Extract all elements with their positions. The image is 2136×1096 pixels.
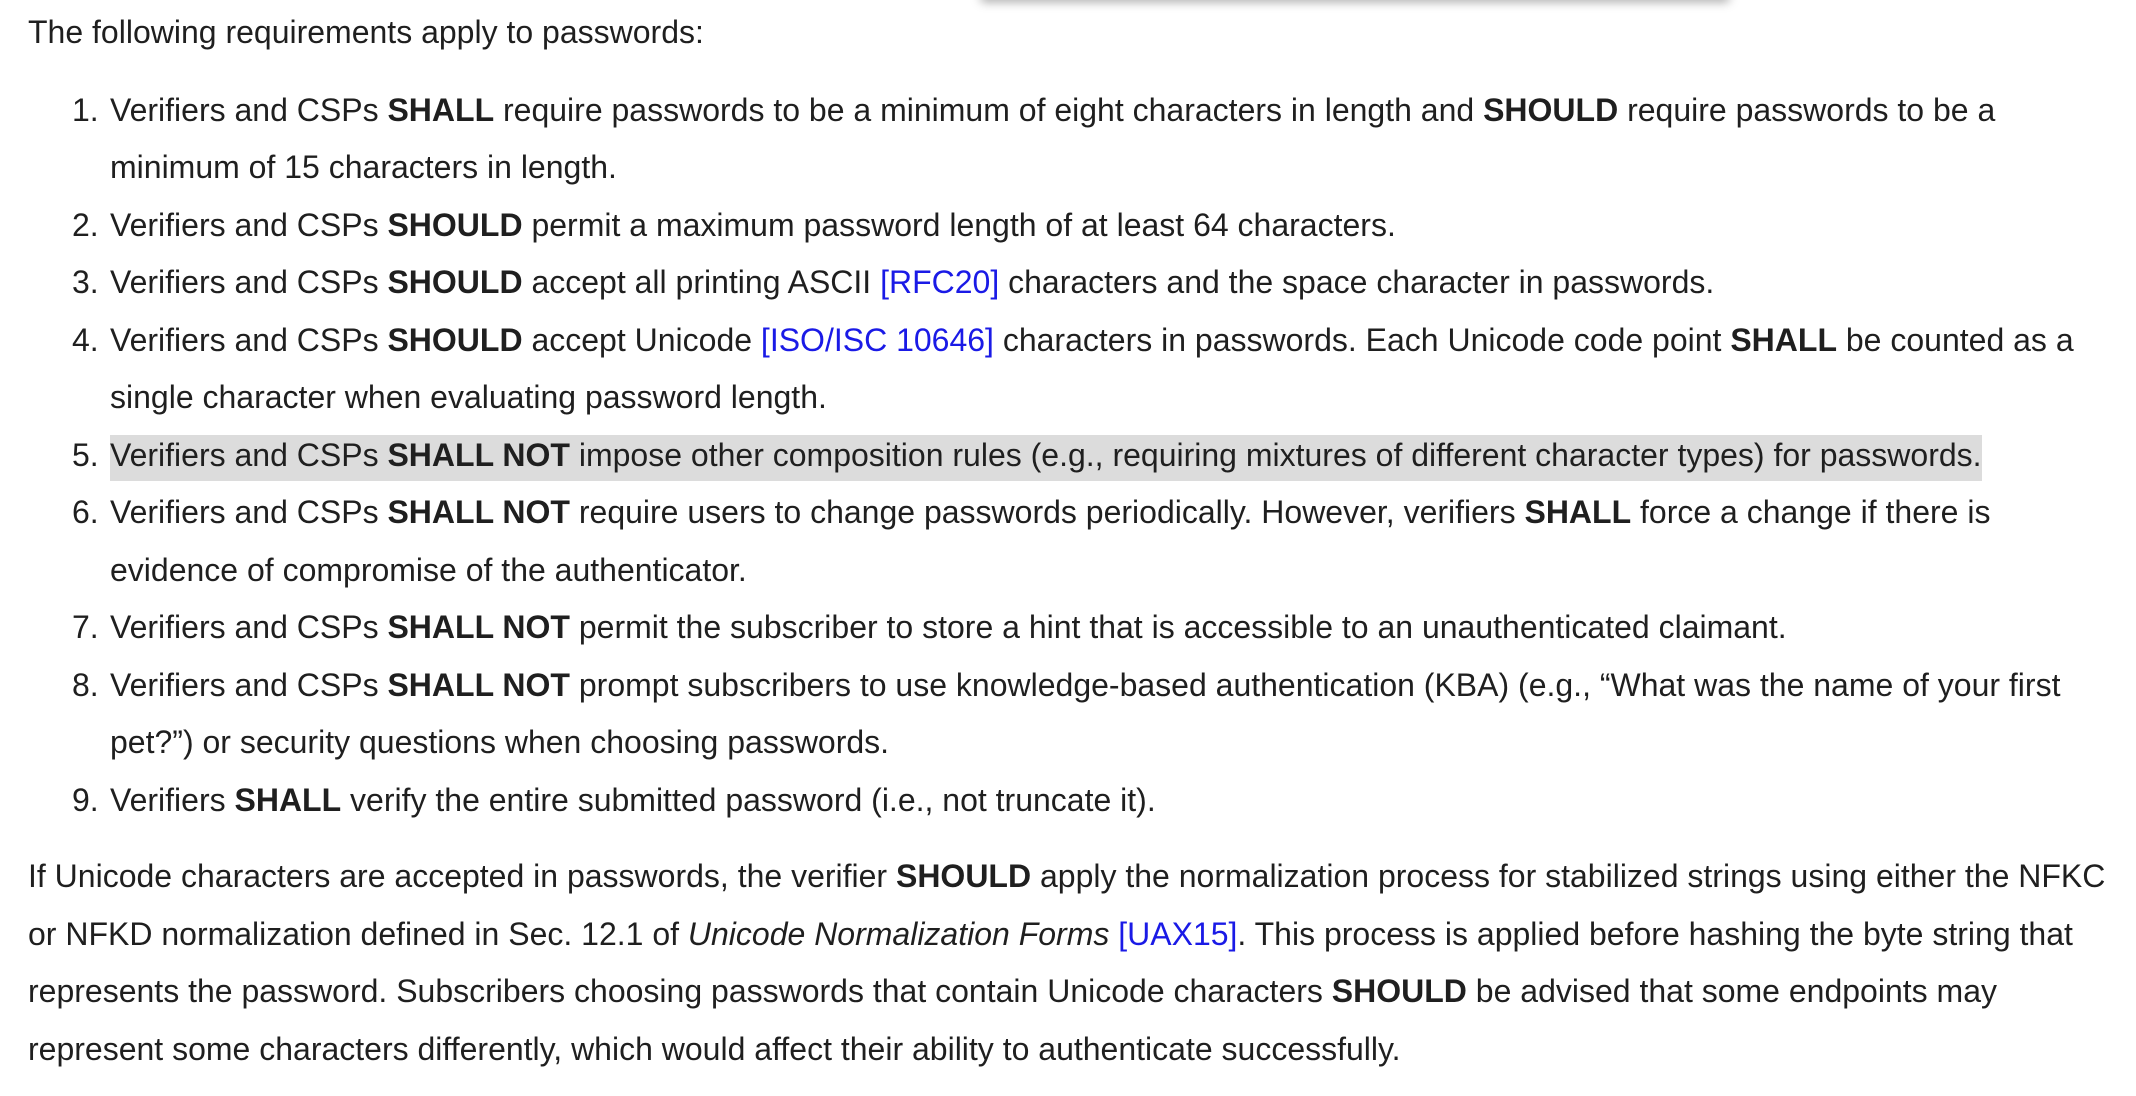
intro-paragraph: The following requirements apply to passwords: [28, 14, 704, 50]
password-requirements-list [28, 82, 2118, 830]
highlighted-selection: Verifiers and CSPs SHALL NOT impose other composition rules (e.g., requiring mixtures of different character types) for passwords. [110, 435, 1982, 481]
reference-link-iso-10646[interactable]: [ISO/ISC 10646] [760, 321, 994, 358]
requirement-item-2: Verifiers and CSPs SHOULD permit a maximum password length of at least 64 characters. [110, 206, 1396, 243]
normative-keyword: SHALL [1524, 494, 1632, 530]
normative-keyword: SHALL NOT [387, 494, 570, 530]
requirement-item-8: Verifiers and CSPs SHALL NOT prompt subscribers to use knowledge-based authentication (KBA) (e.g., “What was the name of your first pet?”) or security questions when choosing passwords. [110, 666, 2061, 760]
requirement-item-6: Verifiers and CSPs SHALL NOT require users to change passwords periodically. However, verifiers SHALL force a change if there is evidence of compromise of the authenticator. [110, 494, 1991, 588]
normative-keyword: SHALL [387, 91, 495, 128]
reference-link-uax15[interactable]: [UAX15] [1118, 915, 1238, 952]
normative-keyword: SHOULD [895, 858, 1032, 894]
document-title-italic: Unicode Normalization Forms [687, 915, 1110, 952]
normative-keyword: SHALL NOT [387, 666, 570, 703]
requirement-item-4: Verifiers and CSPs SHOULD accept Unicode [ISO/ISC 10646] characters in passwords. Each Unicode code point SHALL be counted as a single character when evaluating password length. [110, 321, 2074, 415]
normative-keyword: SHOULD [1331, 973, 1467, 1009]
normative-keyword: SHALL NOT [387, 609, 570, 645]
normative-keyword: SHALL NOT [387, 436, 570, 473]
requirement-item-5 [110, 427, 2118, 485]
requirement-item-7: Verifiers and CSPs SHALL NOT permit the subscriber to store a hint that is accessible to an unauthenticated claimant. [110, 609, 1787, 645]
normative-keyword: SHOULD [387, 321, 523, 358]
normative-keyword: SHOULD [1483, 91, 1619, 128]
document-body [28, 0, 2118, 1078]
normative-keyword: SHOULD [387, 206, 523, 243]
unicode-normalization-paragraph: If Unicode characters are accepted in passwords, the verifier SHOULD apply the normalization process for stabilized strings using either the NFKC or NFKD normalization defined in Sec. 12.1 of Unicode Normalization Forms [UAX15]. This process is applied before hashing the byte string that represents the password. Subscribers choosing passwords that contain Unicode characters SHOULD be advised that some endpoints may represent some characters differently, which would affect their ability to authenticate successfully. [28, 858, 2106, 1067]
requirement-item-3: Verifiers and CSPs SHOULD accept all printing ASCII [RFC20] characters and the space character in passwords. [110, 264, 1715, 300]
requirement-item-1: Verifiers and CSPs SHALL require passwords to be a minimum of eight characters in length and SHOULD require passwords to be a minimum of 15 characters in length. [110, 91, 1996, 185]
reference-link-rfc20[interactable]: [RFC20] [880, 264, 1000, 300]
normative-keyword: SHALL [1730, 321, 1837, 358]
normative-keyword: SHOULD [387, 264, 523, 300]
requirement-item-9: Verifiers SHALL verify the entire submitted password (i.e., not truncate it). [110, 781, 1156, 818]
normative-keyword: SHALL [234, 781, 342, 818]
